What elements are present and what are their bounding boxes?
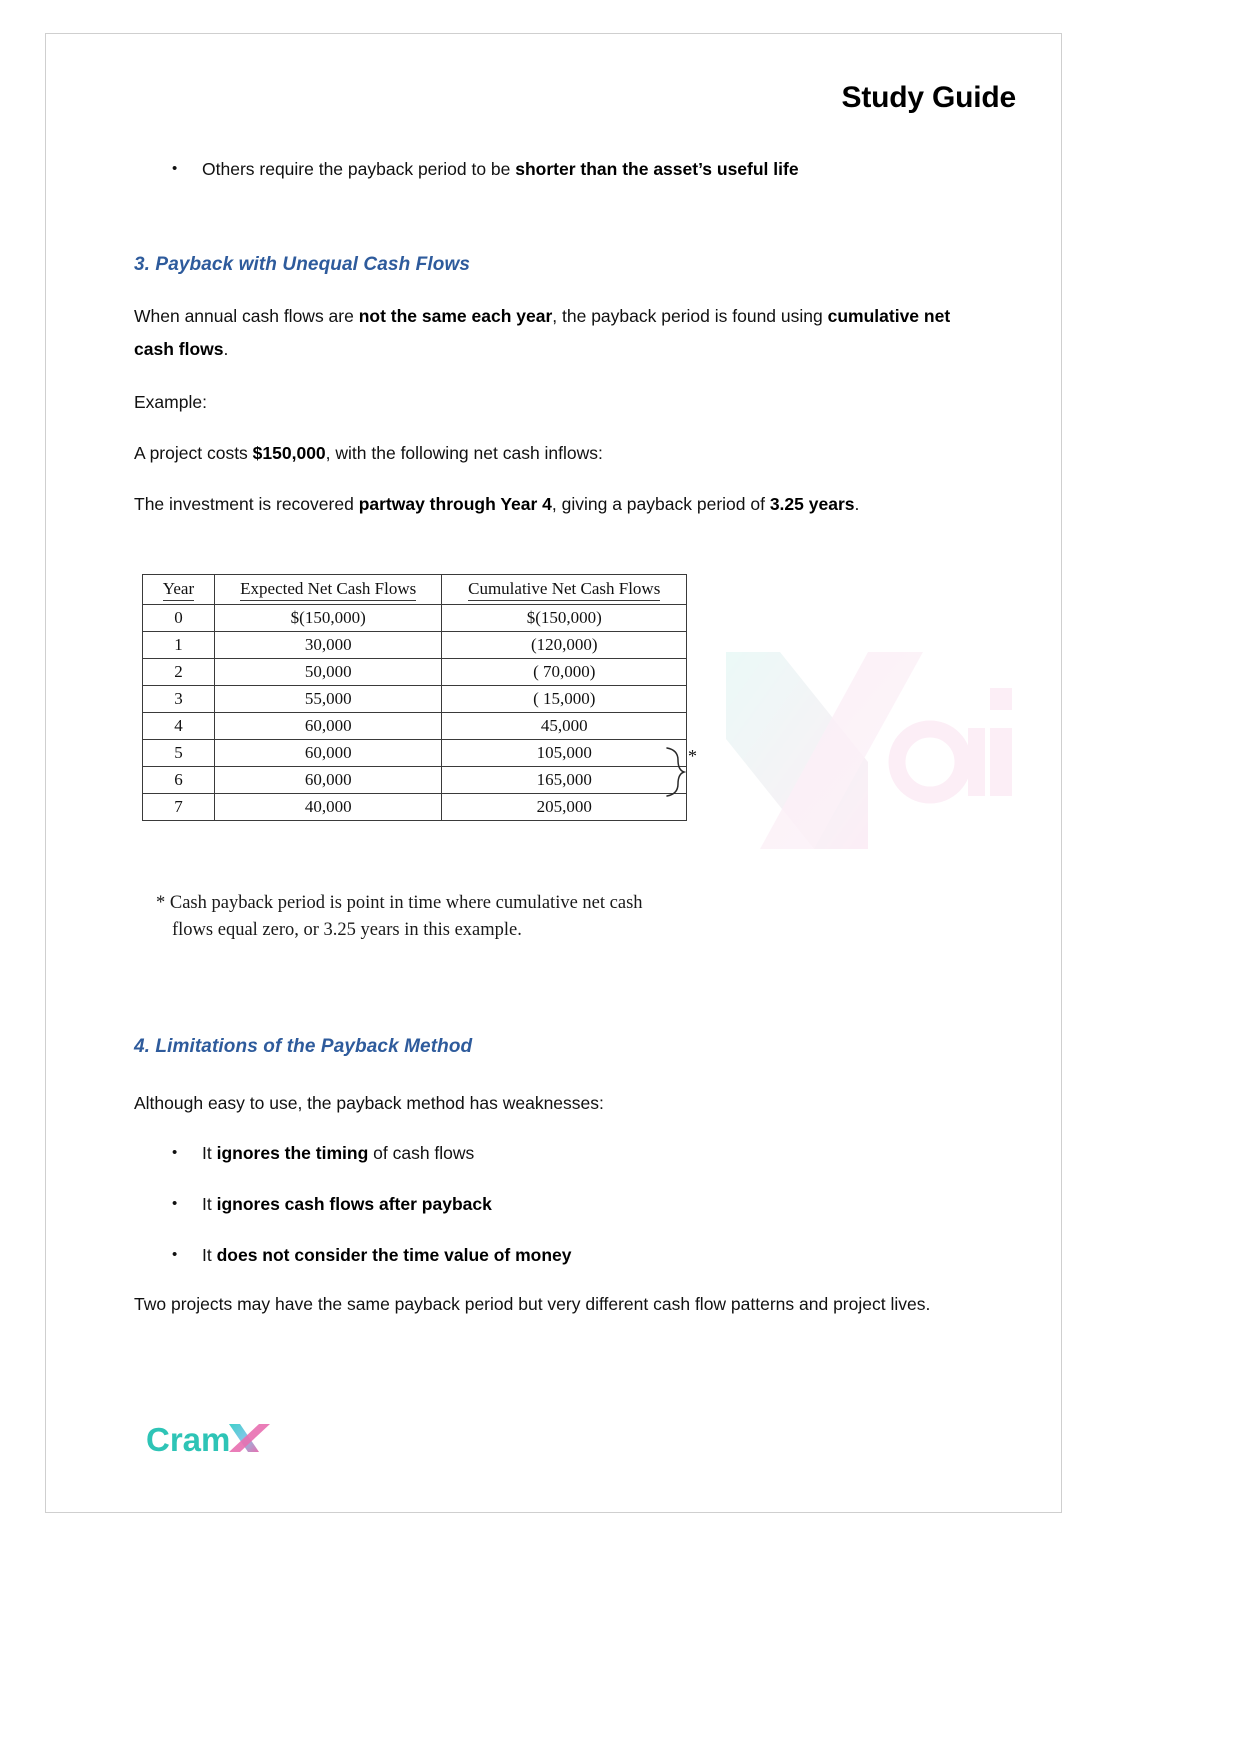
column-header-year [143,575,215,605]
cell-cumulative: 205,000 [442,794,687,821]
p1-text-a: When annual cash flows are [134,306,359,326]
bullet-icon: • [172,160,178,177]
cash-flow-table-figure [142,574,702,940]
cell-cumulative: ( 15,000) [442,686,687,713]
table-row [143,740,687,767]
cramx-logo[interactable] [146,1420,276,1460]
cell-year: 6 [143,767,215,794]
table-row [143,632,687,659]
section3-paragraph-1 [134,300,979,366]
bullet-icon: • [172,1195,178,1212]
section4-closing: Two projects may have the same payback period but very different cash flow patterns and project lives. [134,1294,931,1314]
section-heading-3: 3. Payback with Unequal Cash Flows [134,254,470,275]
p4-text-b: partway through Year 4 [358,494,552,514]
document-page [45,33,1062,1513]
list-item [166,1242,1006,1268]
page-content [46,34,1061,1512]
section3-example-label: Example: [134,392,207,412]
p3-text-c: , with the following net cash inflows: [325,443,603,463]
column-header-year-label: Year [163,579,194,601]
table-body [143,605,687,821]
cell-cumulative: ( 70,000) [442,659,687,686]
list-item-label [202,1191,1006,1217]
column-header-expected [214,575,442,605]
cell-expected: 40,000 [214,794,442,821]
cell-expected: 60,000 [214,740,442,767]
footnote-line-1: * Cash payback period is point in time where cumulative net cash [156,893,643,913]
cell-year: 2 [143,659,215,686]
column-header-cumulative-label: Cumulative Net Cash Flows [468,579,660,601]
bullet-text-normal: Others require the payback period to be [202,159,516,179]
cell-year: 1 [143,632,215,659]
bullet-icon: • [172,1246,178,1263]
bullet-icon: • [172,1144,178,1161]
cell-expected: 55,000 [214,686,442,713]
cell-expected: 60,000 [214,767,442,794]
cell-expected: $(150,000) [214,605,442,632]
cell-year: 3 [143,686,215,713]
p3-text-b: $150,000 [252,443,326,463]
bullet-bold: ignores the timing [216,1143,369,1163]
cell-year: 4 [143,713,215,740]
section3-paragraph-4 [134,488,979,521]
cell-year: 7 [143,794,215,821]
table-footnote [156,890,716,944]
p1-text-b: not the same each year [358,306,553,326]
cell-cumulative: $(150,000) [442,605,687,632]
p1-text-d: cumulative net cash flows [134,306,951,359]
p4-text-c: , giving a payback period of [551,494,770,514]
xai-watermark-icon [718,644,1023,859]
table-row [143,605,687,632]
list-item [166,1191,1006,1217]
bullet-normal: It [202,1245,217,1265]
cell-expected: 30,000 [214,632,442,659]
cash-flow-table [142,574,687,821]
section4-intro: Although easy to use, the payback method has weaknesses: [134,1093,604,1113]
cell-cumulative: 165,000 [442,767,687,794]
list-item-label [202,156,1026,182]
p4-text-e: . [854,494,860,514]
p3-text-a: A project costs [134,443,253,463]
table-head [143,575,687,605]
table-row [143,659,687,686]
table-row [143,713,687,740]
list-item-label [202,1140,1006,1166]
section3-paragraph-3 [134,437,979,470]
table-header-row [143,575,687,605]
bullet-bold: ignores cash flows after payback [216,1194,492,1214]
column-header-cumulative [442,575,687,605]
p4-text-a: The investment is recovered [134,494,359,514]
bullet-text-bold: shorter than the asset’s useful life [515,159,799,179]
bullet-normal: It [202,1143,217,1163]
cell-cumulative: (120,000) [442,632,687,659]
asterisk-marker: * [688,746,697,766]
list-item-label [202,1242,1006,1268]
table-row [143,794,687,821]
table-row [143,686,687,713]
table-row [143,767,687,794]
p4-text-d: 3.25 years [769,494,855,514]
footnote-line-2: flows equal zero, or 3.25 years in this example. [172,920,522,940]
bullet-normal: It [202,1194,217,1214]
cramx-logo-icon [146,1420,276,1460]
cell-year: 5 [143,740,215,767]
p1-text-c: , the payback period is found using [552,306,828,326]
cell-cumulative: 105,000 [442,740,687,767]
p1-text-e: . [223,339,229,359]
svg-text:Cram: Cram [146,1421,231,1458]
list-item [166,156,1026,182]
cell-cumulative: 45,000 [442,713,687,740]
bullet-tail: of cash flows [368,1143,475,1163]
cell-expected: 60,000 [214,713,442,740]
bullet-bold: does not consider the time value of money [216,1245,572,1265]
page-title: Study Guide [841,81,1016,114]
section-heading-4: 4. Limitations of the Payback Method [134,1036,473,1057]
cell-expected: 50,000 [214,659,442,686]
cell-year: 0 [143,605,215,632]
column-header-expected-label: Expected Net Cash Flows [240,579,416,601]
list-item [166,1140,1006,1166]
